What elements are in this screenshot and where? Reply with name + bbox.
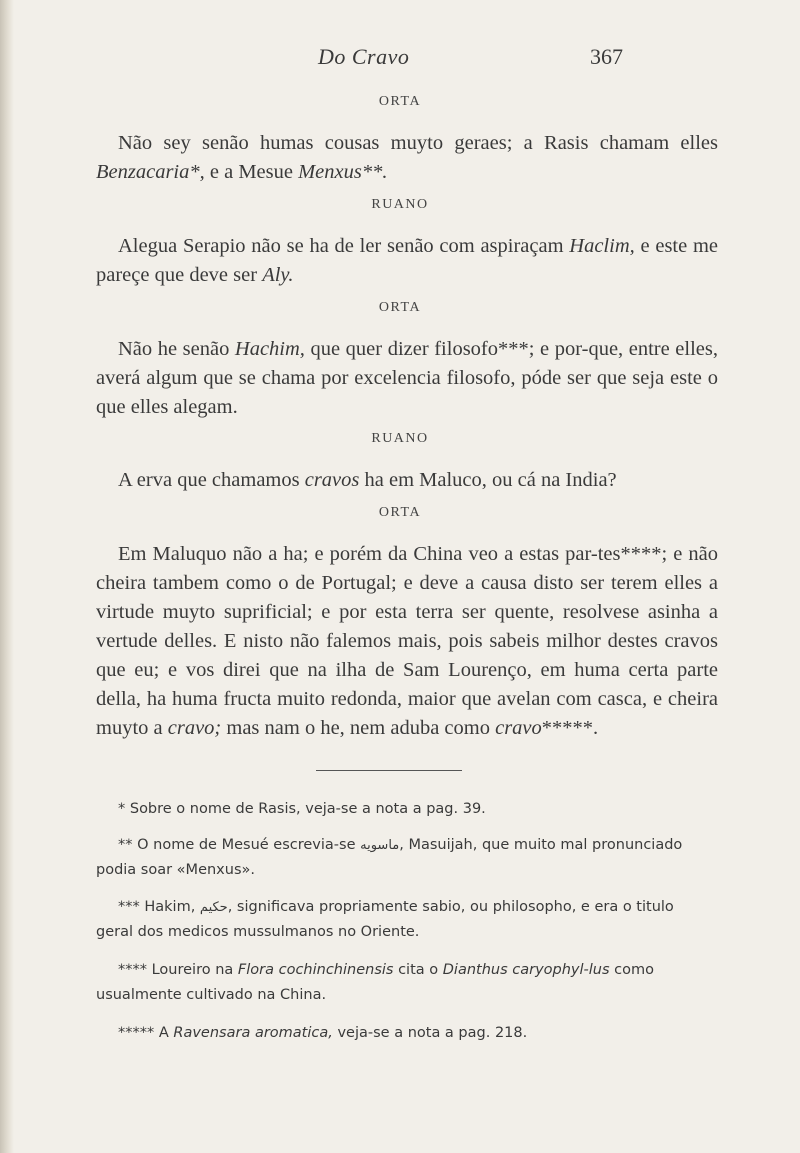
footnote: **** Loureiro na Flora cochinchinensis cita o Dianthus caryophyl-lus como usualmente cultivado na China. <box>96 961 654 1003</box>
paragraph: Não he senão Hachim, que quer dizer filosofo***; e por-que, entre elles, averá algum que se chama por excelencia filosofo, póde ser que seja este o que elles alegam. <box>96 337 718 418</box>
paragraph: Em Maluquo não a ha; e porém da China veo a estas par-tes****; e não cheira tambem como o de Portugal; e deve a causa disto ser terem elles a virtude muyto suprificial; e por esta terra ser quente, resolvese asinha a vertude delles. E nisto não falemos mais, pois sabeis milhor destes cravos que eu; e vos direi que na ilha de Sam Lourenço, em huma certa parte della, ha huma fructa muito redonda, maior que avelan com casca, e cheira muyto a cravo; mas nam o he, nem aduba como cravo*****. <box>96 542 718 739</box>
speaker-label: ORTA <box>378 505 422 520</box>
page-number: 367 <box>590 44 623 69</box>
paragraph: A erva que chamamos cravos ha em Maluco, ou cá na India? <box>118 468 617 491</box>
running-title: Do Cravo <box>318 44 410 69</box>
paragraph: Alegua Serapio não se ha de ler senão com aspiraçam Haclim, e este me pareçe que deve ser Aly. <box>96 234 719 286</box>
footnote: * Sobre o nome de Rasis, veja-se a nota a pag. 39. <box>118 800 486 817</box>
speaker-label: RUANO <box>371 431 429 446</box>
footnote: ***** A Ravensara aromatica, veja-se a nota a pag. 218. <box>118 1024 528 1041</box>
speaker-label: ORTA <box>378 94 422 109</box>
speaker-label: ORTA <box>378 300 422 315</box>
footnote: ** O nome de Mesué escrevia-se ماسويه, Masuijah, que muito mal pronunciado podia soar «Menxus». <box>96 836 683 878</box>
paragraph: Não sey senão humas cousas muyto geraes; a Rasis chamam elles Benzacaria*, e a Mesue Menxus**. <box>96 131 718 183</box>
footnote: *** Hakim, حكيم, significava propriamente sabio, ou philosopho, e era o titulo geral dos medicos mussulmanos no Oriente. <box>96 898 674 940</box>
footnote-rule <box>316 770 462 771</box>
running-head <box>0 44 800 74</box>
speaker-label: RUANO <box>371 197 429 212</box>
